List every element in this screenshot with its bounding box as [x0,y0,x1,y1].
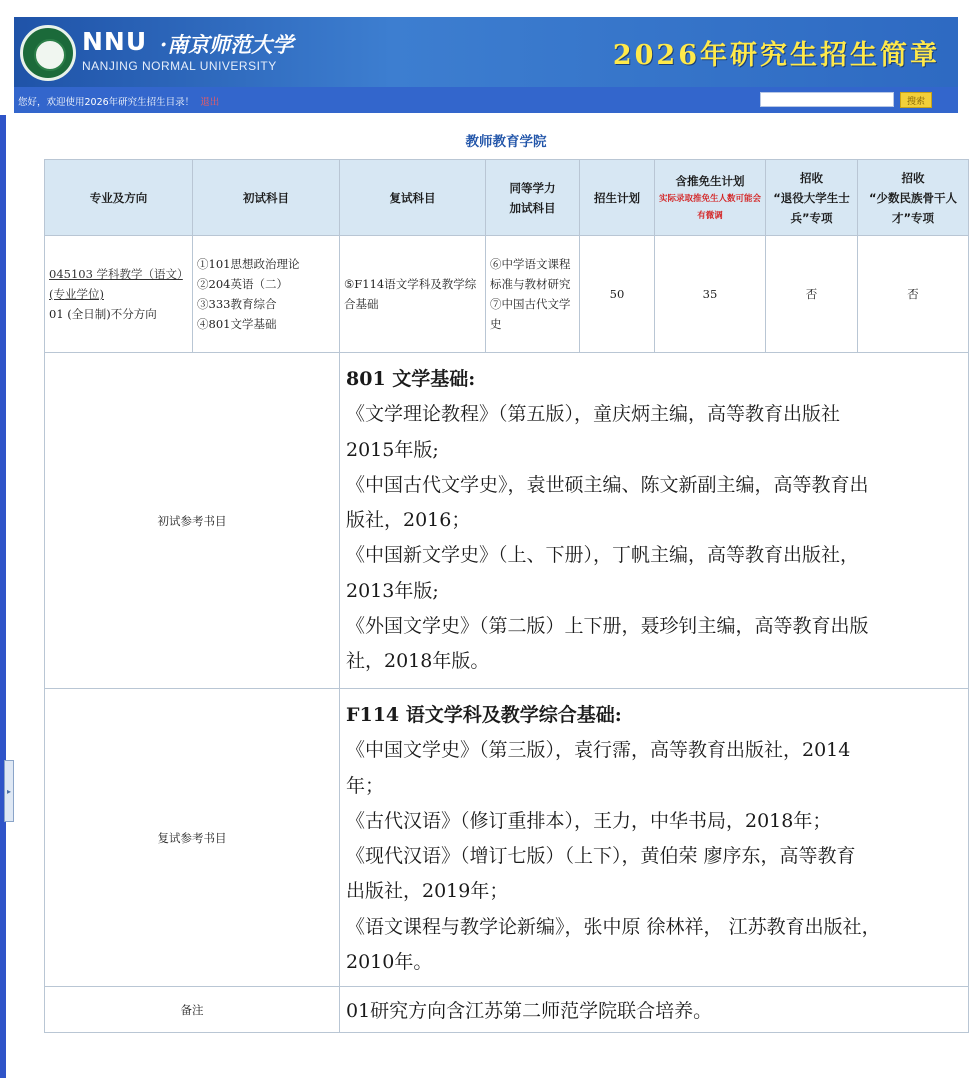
logo-acronym: NNU [82,27,148,56]
major-link[interactable]: 045103 学科教学（语文）(专业学位) [49,267,183,301]
logo-chinese-name: ·南京师范大学 [160,32,294,57]
logout-link[interactable]: 退出 [200,97,220,108]
remark-row [45,987,969,1033]
prelim-subject-4: ④801文学基础 [197,317,277,331]
prelim-ref-line-7: 2013年版; [346,579,439,602]
search-button[interactable]: 搜索 [900,92,932,108]
prelim-ref-line-9: 社，2018年版。 [346,650,490,673]
major-cell [45,236,193,353]
welcome-message: 您好，欢迎使用2026年研究生招生目录！ [18,97,195,108]
program-table [44,159,969,1033]
header-recommend-title: 含推免生计划 [675,173,745,188]
extra-subjects-cell [486,236,580,353]
recommend-cell: 35 [655,236,766,353]
remark-content: 01研究方向含江苏第二师范学院联合培养。 [340,987,969,1033]
header-minority-line2: “少数民族骨干人才”专项 [868,190,958,225]
prelim-reference-label: 初试参考书目 [45,353,340,689]
retest-reference-label: 复试参考书目 [45,689,340,987]
retest-ref-line-2: 《中国文学史》（第三版），袁行霈，高等教育出版社，2014 [346,739,851,762]
prelim-subject-2: ②204英语（二） [197,277,288,291]
header-veteran-line1: 招收 [800,170,823,185]
header-extra-line1: 同等学力 [509,180,556,195]
college-title: 教师教育学院 [465,134,547,150]
retest-ref-line-4: 《古代汉语》（修订重排本），王力，中华书局，2018年； [346,809,832,832]
minority-cell: 否 [858,236,969,353]
prelim-subject-3: ③333教育综合 [197,297,277,311]
header-recommend [655,160,766,236]
prelim-ref-line-4: 《中国古代文学史》，袁世硕主编、陈文新副主编，高等教育出 [346,473,869,496]
major-direction: 01 (全日制)不分方向 [49,307,157,321]
header-minority-line1: 招收 [901,170,925,185]
header-prelim-subjects: 初试科目 [193,160,340,236]
retest-ref-line-7: 《语文课程与教学论新编》，张中原 徐林祥， 江苏教育出版社， [346,915,881,938]
prelim-ref-line-1: 801 文学基础: [346,368,476,390]
retest-ref-line-6: 出版社，2019年； [346,880,509,903]
header-retest-subjects: 复试科目 [340,160,486,236]
prelim-reference-row [45,353,969,689]
header-recommend-note: 实际录取推免生人数可能会有微调 [658,193,761,221]
retest-subject-cell: ⑤F114语文学科及教学综合基础 [340,236,486,353]
plan-cell: 50 [580,236,655,353]
header-extra-subjects [486,160,580,236]
header-plan: 招生计划 [580,160,655,236]
retest-ref-line-1: F114 语文学科及教学综合基础: [346,704,622,726]
table-header-row [45,160,969,236]
retest-reference-content [340,689,969,987]
header-minority [858,160,969,236]
search-input[interactable] [760,92,894,107]
prelim-subject-1: ①101思想政治理论 [197,257,300,271]
frame-collapse-handle[interactable]: ▸ [4,760,14,822]
prelim-ref-line-8: 《外国文学史》（第二版）上下册，聂珍钊主编，高等教育出版 [346,615,869,638]
retest-reference-row [45,689,969,987]
prelim-reference-content [340,353,969,689]
header-major: 专业及方向 [45,160,193,236]
retest-ref-line-3: 年； [346,774,385,797]
retest-ref-line-5: 《现代汉语》（增订七版）（上下），黄伯荣 廖序东，高等教育 [346,845,856,868]
table-row [45,236,969,353]
header-veteran-line2: “退役大学生士兵”专项 [773,190,850,225]
extra-subject-2: ⑦中国古代文学史 [490,297,571,331]
site-banner [14,17,958,87]
left-frame-strip [0,0,14,1078]
extra-subject-1: ⑥中学语文课程标准与教材研究 [490,257,571,291]
welcome-bar [14,87,958,113]
banner-title: 2026年研究生招生简章 [612,40,940,71]
veteran-cell: 否 [766,236,858,353]
left-frame-bar [0,115,6,1078]
header-extra-line2: 加试科目 [509,200,556,215]
prelim-subjects-cell [193,236,340,353]
prelim-ref-line-6: 《中国新文学史》（上、下册），丁帆主编，高等教育出版社， [346,544,860,567]
retest-ref-line-8: 2010年。 [346,951,433,974]
prelim-ref-line-2: 《文学理论教程》（第五版），童庆炳主编，高等教育出版社 [346,403,841,426]
remark-label: 备注 [45,987,340,1033]
header-veteran [766,160,858,236]
prelim-ref-line-5: 版社，2016； [346,509,471,532]
welcome-text [18,94,219,108]
logo-english-name: NANJING NORMAL UNIVERSITY [82,59,277,73]
prelim-ref-line-3: 2015年版; [346,438,439,461]
university-seal-logo [20,25,76,81]
